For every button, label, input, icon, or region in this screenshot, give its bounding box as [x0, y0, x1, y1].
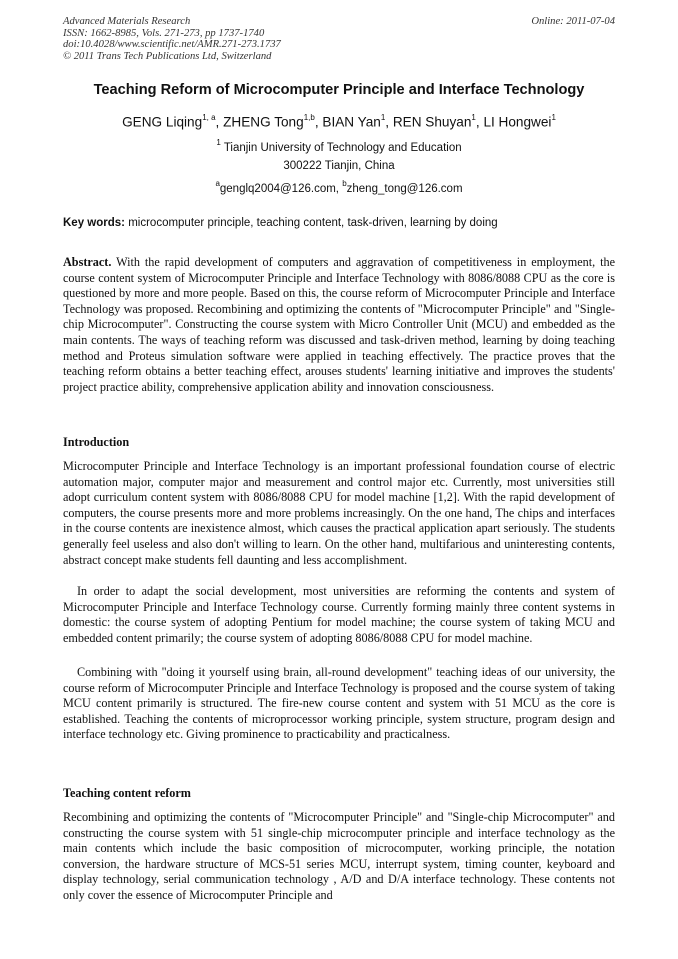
author-name: LI Hongwei: [483, 114, 552, 130]
email-a: genglq2004@126.com: [219, 182, 336, 195]
affiliation-sup: 1: [216, 138, 221, 147]
author-sup: 1: [471, 113, 476, 122]
author-sup: 1, a: [202, 113, 216, 122]
abstract-text: With the rapid development of computers and aggravation of competitiveness in employment, the course content system of Microcomputer Principle and Interface Technology with 8086/8088 CPU as the core is questioned by more and more people. Based on this, the course reform of Microcomputer Principle and Interface Technology was proposed. Recombining and optimizing the contents of "Microcomputer Principle" and "Single-chip Microcomputer". Constructing the course system with Micro Controller Unit (MCU) and embedded as the main contents. The ways of teaching reform was discussed and task-driven method, learning by doing teaching method and Proteus simulation software were applied in teaching effectively. The practice proves that the teaching reform obtains a better teaching effect, arouses students' learning initiative and improves the students' project practice ability, comprehensive application ability and innovation consciousness.: [63, 255, 615, 394]
affiliation: [0, 139, 678, 154]
author-list: GENG Liqing$^{1, a}$, ZHENG Tong$^{1,b}$, BIAN Yan$^1$, REN Shuyan$^1$, LI Hongwei$^1$: [122, 113, 556, 130]
teaching-content-paragraph-1: Recombining and optimizing the contents of "Microcomputer Principle" and "Single-chip Microcomputer" and constructing the course system with 51 single-chip microcomputer principle and interface technology as the main contents which include the basic composition of microcomputer, working principle, the notation conversion, the hardware structure of MCS-51 series MCU, interrupt system, timing counter, keyboard and display technology, serial communication technology , A/D and D/A interface technology. These contents not only cover the essence of Microcomputer Principle and: [63, 810, 615, 902]
abstract-label: Abstract.: [63, 255, 112, 269]
introduction-paragraph-3: Combining with "doing it yourself using brain, all-round development" teaching ideas of our university, the course reform of Microcomputer Principle and Interface Technology is proposed and the course system of taking MCU content primarily is structured. The fire-new course content and system with 51 MCU as the core is established. Teaching the contents of microprocessor working principle, system structure, program design and interface technology etc. Giving prominence to practicability and practicalness.: [63, 665, 615, 742]
email-sup-b: b: [342, 179, 347, 188]
keywords: [63, 217, 615, 229]
author-emails: $^a$genglq2004@126.com, $^b$zheng_tong@126.com: [215, 179, 463, 195]
keywords-text: microcomputer principle, teaching content, task-driven, learning by doing: [128, 217, 498, 229]
online-date: Online: 2011-07-04: [531, 16, 615, 27]
section-heading-teaching-content: Teaching content reform: [63, 786, 191, 800]
author-name: ZHENG Tong: [223, 114, 304, 130]
introduction-paragraph-1: Microcomputer Principle and Interface Technology is an important professional foundation course of electric automation major, computer major and measurement and control major etc. Currently, most universities still adopt curriculum content system with 8086/8088 CPU for model machine [1,2]. With the rapid development of computers, the course presents more and more problems increasingly. On the one hand, The chips and interfaces in the course contents are inexistence almost, which causes the practical application apart seriously. The students generally feel useless and also don't willing to learn. On the other hand, multifarious and uninteresting contents, abstract concept make students fell daunting and less accomplishment.: [63, 459, 615, 567]
email-b: zheng_tong@126.com: [346, 182, 463, 195]
affiliation-name: Tianjin University of Technology and Education: [223, 141, 462, 154]
author-name: BIAN Yan: [322, 114, 381, 130]
author-name: GENG Liqing: [122, 114, 203, 130]
author-name: REN Shuyan: [392, 114, 472, 130]
author-sup: 1,b: [303, 113, 315, 122]
abstract: [63, 255, 615, 395]
journal-issn: ISSN: 1662-8985, Vols. 271-273, pp 1737-1740: [63, 27, 265, 39]
journal-header: [63, 16, 615, 62]
author-sup: 1: [380, 113, 386, 122]
journal-copyright: © 2011 Trans Tech Publications Ltd, Switzerland: [63, 50, 272, 62]
author-sup: 1: [551, 113, 556, 122]
journal-doi: doi:10.4028/www.scientific.net/AMR.271-273.1737: [63, 39, 281, 51]
journal-name: Advanced Materials Research: [63, 16, 191, 27]
keywords-label: Key words:: [63, 217, 125, 229]
email-sup-a: a: [215, 179, 220, 188]
introduction-paragraph-2: In order to adapt the social development, most universities are reforming the contents and system of Microcomputer Principle and Interface Technology course. Currently forming mainly three content systems in domestic: the course system of adopting Pentium for model machine; the course system of taking MCU and embedded content primarily; the course system of adopting 8086/8088 CPU for model machine.: [63, 584, 615, 645]
section-heading-introduction: Introduction: [63, 435, 130, 449]
paper-title: Teaching Reform of Microcomputer Principle and Interface Technology: [93, 82, 585, 98]
affiliation-city: 300222 Tianjin, China: [283, 160, 395, 172]
